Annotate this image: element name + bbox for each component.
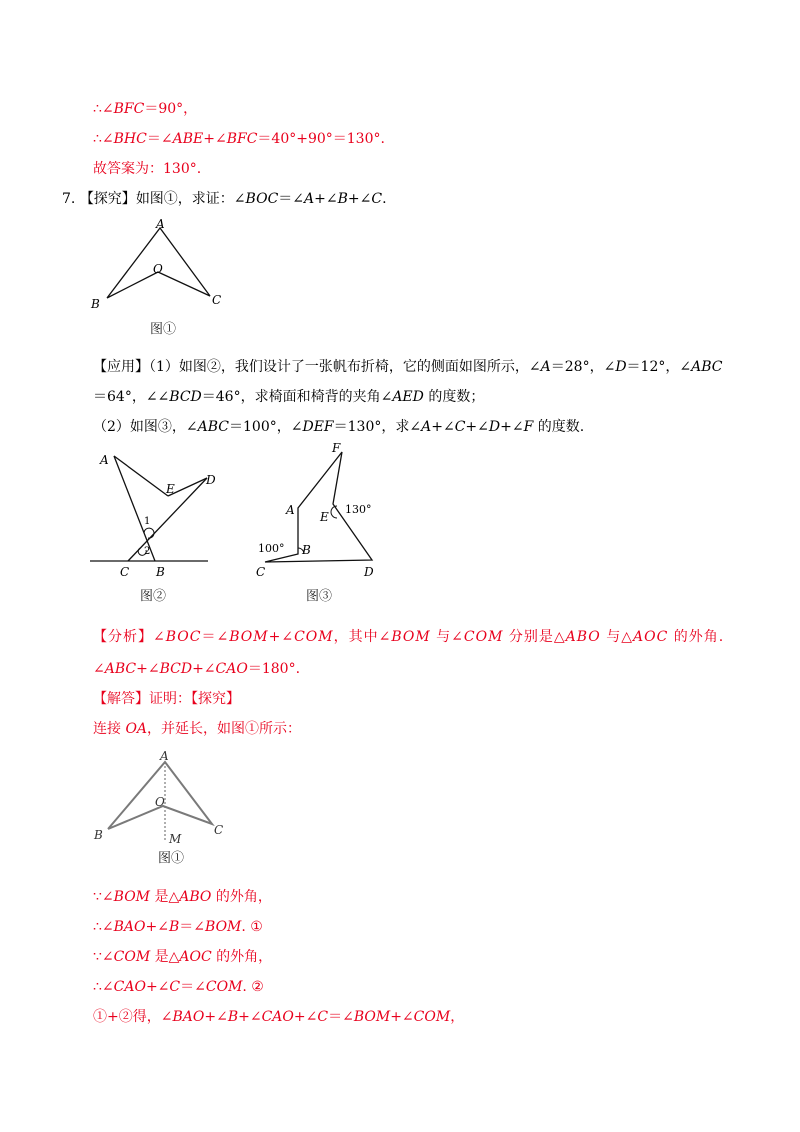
f3-angle-130: 130°	[345, 503, 372, 516]
f4-label-b: B	[94, 828, 103, 842]
f1-label-c: C	[212, 293, 222, 307]
answer-connect-line: 连接 OA，并延长，如图①所示：	[93, 721, 302, 737]
figure-1-diagram	[85, 218, 235, 318]
figure-4-caption: 图①	[158, 851, 185, 866]
f3-label-a: A	[286, 503, 295, 517]
analysis-line-1: 【分析】∠BOC＝∠BOM+∠COM，其中∠BOM 与∠COM 分别是△ABO 与△AOC 的外角.	[93, 629, 725, 645]
step-1: ∵∠BOM 是△ABO 的外角，	[93, 889, 272, 905]
f1-label-a: A	[156, 217, 165, 231]
f3-label-f: F	[332, 441, 341, 455]
figure-1-caption: 图①	[150, 322, 177, 337]
f4-label-m: M	[169, 832, 182, 846]
f3-angle-100: 100°	[258, 542, 285, 555]
f3-label-c: C	[256, 565, 266, 579]
f2-label-a: A	[100, 453, 109, 467]
f2-label-d: D	[206, 473, 216, 487]
problem-statement: 7. 【探究】如图①，求证：∠BOC＝∠A+∠B+∠C.	[62, 191, 387, 207]
analysis-line-2: ∠ABC+∠BCD+∠CAO＝180°.	[93, 661, 301, 677]
f2-label-1: 1	[144, 516, 151, 527]
f2-label-b: B	[156, 565, 165, 579]
figure-2-diagram	[88, 448, 218, 578]
problem-number: 7.	[62, 191, 76, 207]
f4-label-o: O	[155, 795, 165, 809]
solution-line-1: ∴∠BFC＝90°，	[93, 101, 198, 117]
apply-line-2: ＝64°，∠∠BCD＝46°，求椅面和椅背的夹角∠AED 的度数；	[93, 389, 485, 405]
solution-answer-line: 故答案为：130°.	[93, 161, 202, 177]
f3-label-e: E	[320, 510, 329, 524]
f3-label-b: B	[302, 543, 311, 557]
f2-label-e: E	[166, 482, 175, 496]
step-5: ①+②得，∠BAO+∠B+∠CAO+∠C＝∠BOM+∠COM，	[93, 1009, 465, 1025]
step-4: ∴∠CAO+∠C＝∠COM. ②	[93, 979, 264, 995]
step-3: ∵∠COM 是△AOC 的外角，	[93, 949, 273, 965]
apply-line-1: 【应用】（1）如图②，我们设计了一张帆布折椅，它的侧面如图所示，∠A＝28°，∠D＝12°，∠ABC	[93, 359, 723, 375]
figure-3-diagram	[250, 440, 390, 580]
f4-label-c: C	[214, 823, 224, 837]
figure-2-caption: 图②	[140, 589, 167, 604]
figure-3-caption: 图③	[306, 589, 333, 604]
f3-label-d: D	[364, 565, 374, 579]
apply-line-3: （2）如图③，∠ABC＝100°，∠DEF＝130°，求∠A+∠C+∠D+∠F 的度数.	[93, 419, 585, 435]
solution-line-2: ∴∠BHC＝∠ABE+∠BFC＝40°+90°＝130°.	[93, 131, 385, 147]
f1-label-b: B	[91, 297, 100, 311]
answer-header: 【解答】证明：【探究】	[93, 691, 240, 707]
f1-label-o: O	[153, 262, 163, 276]
f4-label-a: A	[160, 749, 169, 763]
step-2: ∴∠BAO+∠B＝∠BOM. ①	[93, 919, 263, 935]
f2-label-c: C	[120, 565, 130, 579]
f2-label-2: 2	[144, 546, 151, 557]
